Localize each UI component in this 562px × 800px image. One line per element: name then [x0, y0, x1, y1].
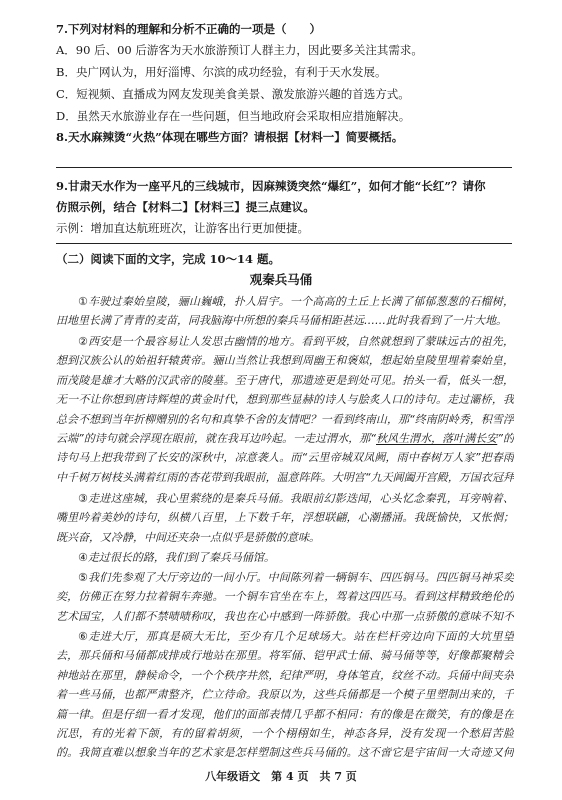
question-7-option-d: D．虽然天水旅游业存在一些问题，但当地政府会采取相应措施解决。 [56, 109, 411, 123]
page-footer: 八年级语文 第 4 页 共 7 页 [205, 770, 357, 783]
paragraph-3: ③走进这座城，我心里萦绕的是秦兵马俑。我眼前幻影迭闻，心头忆念秦乳，耳旁响着、嘴里吟着美妙的诗句，纵横八百里，上下数千年，浮想联翩，心潮播涌。我既愉快，又怅惘；既兴奋，又冷静，中间还夹杂一点似乎是骄傲的意味。 [56, 492, 514, 544]
question-9-line-2: 仿照示例，结合【材料二】【材料三】提三点建议。 [56, 200, 315, 214]
passage-title: 观秦兵马俑 [249, 272, 313, 287]
question-7-option-c: C．短视频、直播成为网友发现美食美景、激发旅游兴趣的首选方式。 [56, 87, 410, 101]
paragraph-1: ①车驶过秦始皇陵，骊山巍峨，扑人眉宇。一个高高的土丘上长满了郁郁葱葱的石榴树，田地里长满了青青的麦苗，同我脑海中所想的秦兵马俑相距甚远……此时我看到了一片大地。 [56, 295, 514, 328]
answer-line [56, 243, 512, 244]
question-9-example: 示例：增加直达航班班次，让游客出行更加便捷。 [56, 221, 309, 235]
question-7-option-b: B．央广网认为，用好淄博、尔滨的成功经验，有利于天水发展。 [56, 65, 387, 79]
paragraph-2: ②西安是一个最容易让人发思古幽情的地方。看到平坡，自然就想到了蒙昧远古的祖先，想到汉族公认的始祖轩辕黄帝。骊山当然让我想到周幽王和褒姒，想起始皇陵里埋着秦始皇，而茂陵是雄才大略的汉武帝的陵墓。至于唐代，那遗迹更是到处可见。抬头一看，低头一想，无一不让你想到唐诗辉煌的黄金时代，想到那些显赫的诗人与脍炙人口的诗句。走过灞桥，我总会不想到当年折柳赠别的名句和真挚不舍的友情吧？一看到终南山，那“终南阴岭秀，积雪浮云端”的诗句就会浮现在眼前，就在我耳边吟起。一走过渭水，那“秋风生渭水，落叶满长安”的诗句马上把我带到了长安的深秋中，凉意袭人。而“云里帝城双凤阙，雨中春树万人家”把春雨中千树万树枝头满着红雨的杏花带到我眼前，温意阵阵。大明宫“九天阊阖开宫殿，万国衣冠拜 [56, 335, 514, 484]
paragraph-6: ⑥走进大厅，那真是硕大无比，至少有几个足球场大。站在栏杆旁边向下面的大坑里望去，那兵俑和马俑都成排成行地站在那里。将军俑、铠甲武士俑、骑马俑等等，好像都聚精会神地站在那里，静候命令，一个个秩序井然，纪律严明，身体笔直，纹丝不动。兵俑中间夹杂着一些马俑，也都严肃整齐，伫立待命。我原以为，这些兵俑都是一个模子里塑制出来的，千篇一律。但是仔细一看才发现，他们的面部表情几乎都不相同：有的像是在微笑，有的像是在沉思，有的光着下颌，有的留着胡须，一个个栩栩如生，神态各异，没有发现一个愁眉苦脸的。我简直难以想象当年的艺术家是怎样塑制这些兵马俑的。这不啻它是宇宙间一大奇迹又何 [56, 630, 514, 760]
paragraph-4: ④走过很长的路，我们到了秦兵马俑馆。 [78, 551, 275, 564]
section-heading: （二）阅读下面的文字，完成 10～14 题。 [56, 252, 281, 266]
answer-line [56, 167, 512, 168]
question-9-line-1: 9.甘肃天水作为一座平凡的三线城市，因麻辣烫突然“爆红”，如何才能“长红”？请你 [56, 179, 486, 193]
question-8: 8.天水麻辣烫“火热”体现在哪些方面？请根据【材料一】简要概括。 [56, 130, 404, 144]
question-7-option-a: A．90 后、00 后游客为天水旅游预订人群主力，因此要多关注其需求。 [56, 43, 423, 57]
question-7-stem: 7.下列对材料的理解和分析不正确的一项是（ ） [56, 22, 322, 36]
paragraph-5: ⑤我们先参观了大厅旁边的一间小厅。中间陈列着一辆铜车、四匹铜马。四匹铜马神采奕奕，仿佛正在努力拉着铜车奔驰。一个铜车官坐在车上，驾着这四匹马。看到这样精致绝伦的艺术国宝，人们都不禁啧啧称叹，我也在心中感到一阵骄傲。我心中那一点骄傲的意味不知不 [56, 571, 514, 623]
underlined-quote: 秋风生渭水，落叶满长安 [376, 432, 498, 446]
